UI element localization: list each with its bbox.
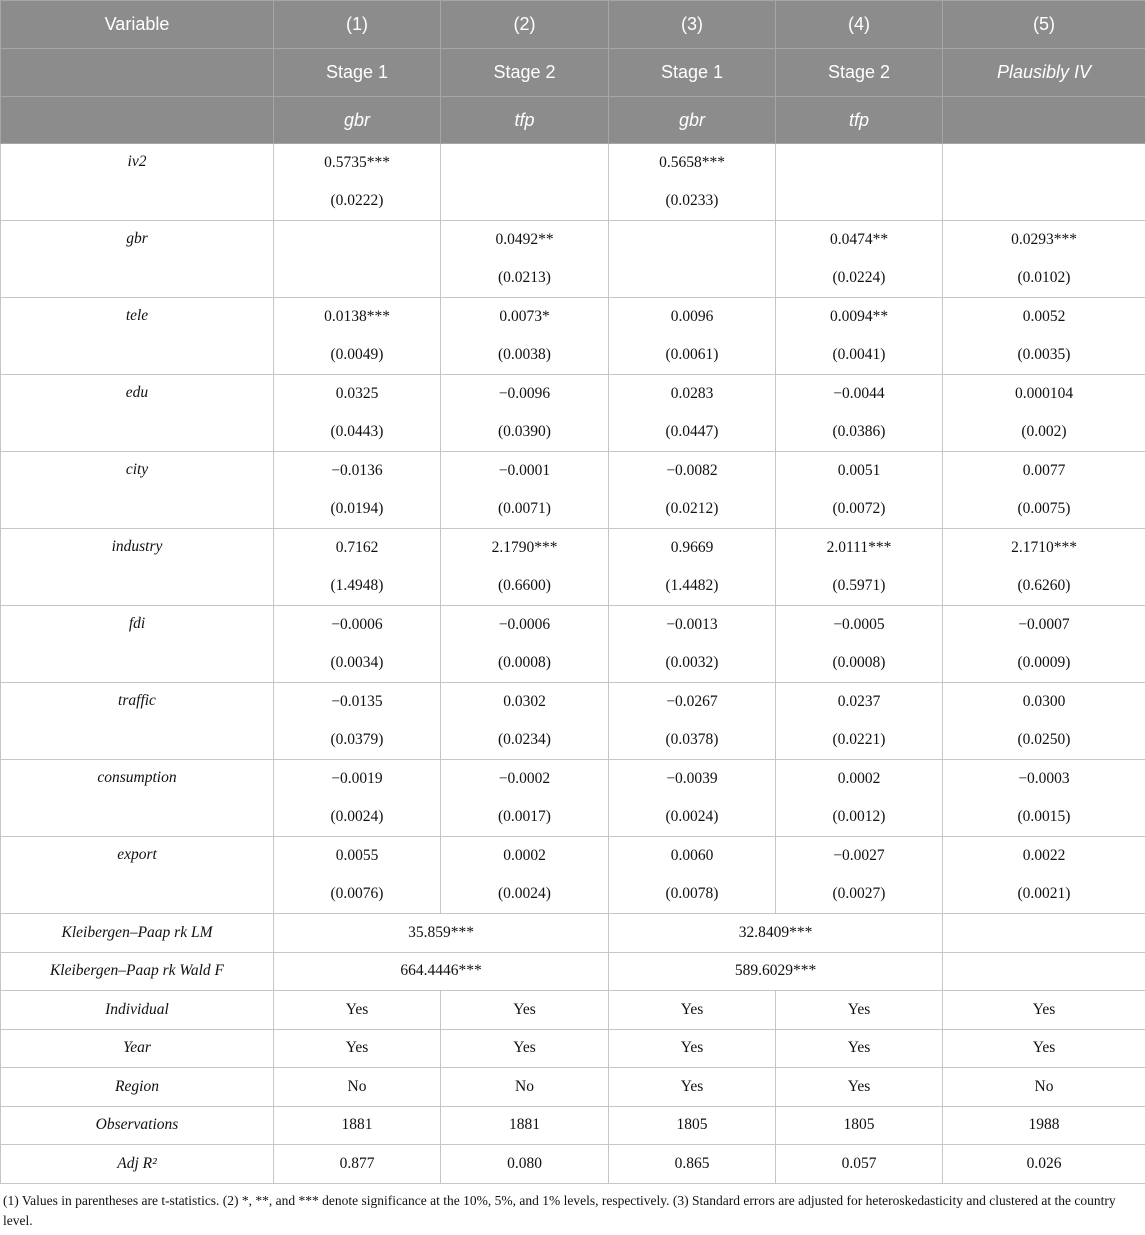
se-cell: (0.0378) <box>609 721 776 760</box>
coef-cell <box>609 221 776 260</box>
se-cell: (0.0021) <box>943 875 1145 914</box>
se-cell: (0.0443) <box>274 413 441 452</box>
row-label: Observations <box>1 1106 274 1145</box>
cell: Yes <box>274 991 441 1030</box>
header-cell-depvar-4: tfp <box>776 97 943 144</box>
se-cell: (0.0234) <box>441 721 609 760</box>
cell: Yes <box>776 991 943 1030</box>
cell: 0.865 <box>609 1145 776 1184</box>
se-cell: (0.0213) <box>441 259 609 298</box>
coef-cell: −0.0267 <box>609 683 776 722</box>
cell: Yes <box>776 1029 943 1068</box>
header-cell-model-4: (4) <box>776 1 943 49</box>
coef-cell: 0.5658*** <box>609 144 776 183</box>
se-cell: (0.0233) <box>609 182 776 221</box>
se-cell: (0.5971) <box>776 567 943 606</box>
se-cell <box>943 182 1145 221</box>
header-row-depvars <box>1 97 1145 144</box>
table-header <box>1 1 1145 144</box>
coef-cell: −0.0013 <box>609 606 776 645</box>
stat-value-right: 32.8409*** <box>609 914 943 953</box>
se-cell: (0.0027) <box>776 875 943 914</box>
coef-cell: 0.0052 <box>943 298 1145 337</box>
coef-cell: −0.0135 <box>274 683 441 722</box>
variable-name: consumption <box>1 760 274 837</box>
cell: 1881 <box>274 1106 441 1145</box>
variable-name: city <box>1 452 274 529</box>
cell: 1881 <box>441 1106 609 1145</box>
coef-cell: 0.0302 <box>441 683 609 722</box>
coef-cell: 0.0325 <box>274 375 441 414</box>
cell: 0.877 <box>274 1145 441 1184</box>
cell: Yes <box>441 991 609 1030</box>
header-cell-depvar-2: tfp <box>441 97 609 144</box>
stat-row-kp-wald-f <box>1 952 1145 991</box>
row-adj-r2 <box>1 1145 1145 1184</box>
coef-cell <box>441 144 609 183</box>
coef-cell: 0.0055 <box>274 837 441 876</box>
variable-name: fdi <box>1 606 274 683</box>
se-cell: (0.6600) <box>441 567 609 606</box>
header-cell-depvar-1: gbr <box>274 97 441 144</box>
stat-value-last <box>943 952 1145 991</box>
cell: Yes <box>609 1068 776 1107</box>
coef-row <box>1 606 1145 645</box>
cell: Yes <box>441 1029 609 1068</box>
coef-cell: 0.0002 <box>776 760 943 799</box>
coef-cell: 0.0237 <box>776 683 943 722</box>
table-body <box>1 144 1145 1184</box>
se-cell: (0.0061) <box>609 336 776 375</box>
se-cell: (0.0071) <box>441 490 609 529</box>
se-cell: (0.0447) <box>609 413 776 452</box>
se-cell: (0.6260) <box>943 567 1145 606</box>
stat-label: Kleibergen–Paap rk Wald F <box>1 952 274 991</box>
cell: Yes <box>609 991 776 1030</box>
cell: 0.080 <box>441 1145 609 1184</box>
coef-cell: −0.0019 <box>274 760 441 799</box>
cell: Yes <box>943 1029 1145 1068</box>
se-cell: (0.0386) <box>776 413 943 452</box>
coef-cell: 0.0138*** <box>274 298 441 337</box>
coef-row <box>1 760 1145 799</box>
variable-name: export <box>1 837 274 914</box>
variable-name: gbr <box>1 221 274 298</box>
variable-name: edu <box>1 375 274 452</box>
cell: Yes <box>943 991 1145 1030</box>
se-cell: (0.0078) <box>609 875 776 914</box>
cell: 1988 <box>943 1106 1145 1145</box>
coef-cell: 0.0073* <box>441 298 609 337</box>
header-cell-variable: Variable <box>1 1 274 49</box>
cell: Yes <box>274 1029 441 1068</box>
coef-cell: 0.0077 <box>943 452 1145 491</box>
coef-cell: 0.5735*** <box>274 144 441 183</box>
coef-cell: −0.0039 <box>609 760 776 799</box>
cell: 0.057 <box>776 1145 943 1184</box>
header-cell-plausibly-iv: Plausibly IV <box>943 49 1145 97</box>
row-label: Year <box>1 1029 274 1068</box>
coef-cell: 2.1790*** <box>441 529 609 568</box>
header-cell-model-5: (5) <box>943 1 1145 49</box>
coef-cell <box>274 221 441 260</box>
coef-cell: −0.0002 <box>441 760 609 799</box>
header-cell-stage-4: Stage 2 <box>776 49 943 97</box>
stat-value-left: 35.859*** <box>274 914 609 953</box>
coef-cell: 0.0094** <box>776 298 943 337</box>
coef-cell: 2.1710*** <box>943 529 1145 568</box>
table-footnote: (1) Values in parentheses are t-statistics. (2) *, **, and *** denote significance at the 10%, 5%, and 1% levels, respectively. (3) Standard errors are adjusted for heteroskedasticity and clustered at the country level. <box>0 1184 1145 1235</box>
coef-row <box>1 298 1145 337</box>
se-cell: (0.0250) <box>943 721 1145 760</box>
se-cell: (0.0024) <box>441 875 609 914</box>
coef-cell: −0.0027 <box>776 837 943 876</box>
coef-cell: 0.9669 <box>609 529 776 568</box>
cell: No <box>943 1068 1145 1107</box>
cell: 1805 <box>776 1106 943 1145</box>
se-cell: (0.0194) <box>274 490 441 529</box>
coef-cell: 0.0051 <box>776 452 943 491</box>
coef-row <box>1 375 1145 414</box>
se-cell: (0.0035) <box>943 336 1145 375</box>
se-cell: (1.4948) <box>274 567 441 606</box>
stat-value-left: 664.4446*** <box>274 952 609 991</box>
coef-row <box>1 529 1145 568</box>
se-cell: (0.0008) <box>441 644 609 683</box>
coef-cell: −0.0003 <box>943 760 1145 799</box>
se-cell <box>776 182 943 221</box>
header-row-model-numbers <box>1 1 1145 49</box>
coef-cell: 0.7162 <box>274 529 441 568</box>
coef-row <box>1 144 1145 183</box>
se-cell: (0.0072) <box>776 490 943 529</box>
cell: Yes <box>609 1029 776 1068</box>
stat-value-right: 589.6029*** <box>609 952 943 991</box>
coef-cell: −0.0136 <box>274 452 441 491</box>
coef-cell: 0.0096 <box>609 298 776 337</box>
se-cell: (0.0024) <box>609 798 776 837</box>
coef-row <box>1 683 1145 722</box>
coef-row <box>1 221 1145 260</box>
cell: No <box>441 1068 609 1107</box>
header-cell-model-1: (1) <box>274 1 441 49</box>
se-cell: (0.0024) <box>274 798 441 837</box>
header-row-stages <box>1 49 1145 97</box>
se-cell <box>274 259 441 298</box>
fe-row-year <box>1 1029 1145 1068</box>
stat-row-kp-lm <box>1 914 1145 953</box>
coef-cell: −0.0082 <box>609 452 776 491</box>
coef-cell: −0.0001 <box>441 452 609 491</box>
coef-cell: −0.0005 <box>776 606 943 645</box>
coef-cell: 0.0002 <box>441 837 609 876</box>
header-cell-stage-2: Stage 2 <box>441 49 609 97</box>
coef-cell: −0.0006 <box>274 606 441 645</box>
coef-cell: 2.0111*** <box>776 529 943 568</box>
cell: 0.026 <box>943 1145 1145 1184</box>
variable-name: traffic <box>1 683 274 760</box>
coef-cell: 0.0022 <box>943 837 1145 876</box>
se-cell: (0.0032) <box>609 644 776 683</box>
header-cell-empty <box>1 97 274 144</box>
se-cell: (0.0038) <box>441 336 609 375</box>
cell: 1805 <box>609 1106 776 1145</box>
coef-cell: −0.0096 <box>441 375 609 414</box>
se-cell: (0.0390) <box>441 413 609 452</box>
coef-cell: 0.0492** <box>441 221 609 260</box>
header-cell-model-2: (2) <box>441 1 609 49</box>
se-cell: (0.0017) <box>441 798 609 837</box>
se-cell: (0.0221) <box>776 721 943 760</box>
fe-row-individual <box>1 991 1145 1030</box>
coef-cell: 0.0060 <box>609 837 776 876</box>
variable-name: iv2 <box>1 144 274 221</box>
se-cell: (0.0012) <box>776 798 943 837</box>
se-cell: (0.0034) <box>274 644 441 683</box>
stat-value-last <box>943 914 1145 953</box>
header-cell-model-3: (3) <box>609 1 776 49</box>
se-cell: (0.0222) <box>274 182 441 221</box>
coef-row <box>1 837 1145 876</box>
header-cell-stage-3: Stage 1 <box>609 49 776 97</box>
se-cell <box>609 259 776 298</box>
header-cell-stage-1: Stage 1 <box>274 49 441 97</box>
coef-cell: 0.0474** <box>776 221 943 260</box>
se-cell: (0.0224) <box>776 259 943 298</box>
se-cell: (0.002) <box>943 413 1145 452</box>
row-label: Individual <box>1 991 274 1030</box>
coef-cell <box>943 144 1145 183</box>
coef-cell: 0.000104 <box>943 375 1145 414</box>
coef-cell: −0.0044 <box>776 375 943 414</box>
cell: Yes <box>776 1068 943 1107</box>
se-cell: (0.0102) <box>943 259 1145 298</box>
coef-row <box>1 452 1145 491</box>
se-cell: (0.0076) <box>274 875 441 914</box>
se-cell: (0.0379) <box>274 721 441 760</box>
coef-cell: 0.0283 <box>609 375 776 414</box>
row-label: Region <box>1 1068 274 1107</box>
se-cell: (0.0075) <box>943 490 1145 529</box>
stat-label: Kleibergen–Paap rk LM <box>1 914 274 953</box>
fe-row-region <box>1 1068 1145 1107</box>
se-cell: (0.0041) <box>776 336 943 375</box>
se-cell <box>441 182 609 221</box>
variable-name: tele <box>1 298 274 375</box>
se-cell: (1.4482) <box>609 567 776 606</box>
coef-cell <box>776 144 943 183</box>
coef-cell: 0.0300 <box>943 683 1145 722</box>
header-cell-empty <box>1 49 274 97</box>
se-cell: (0.0049) <box>274 336 441 375</box>
row-label: Adj R² <box>1 1145 274 1184</box>
coef-cell: 0.0293*** <box>943 221 1145 260</box>
se-cell: (0.0212) <box>609 490 776 529</box>
header-cell-depvar-3: gbr <box>609 97 776 144</box>
header-cell-depvar-5 <box>943 97 1145 144</box>
se-cell: (0.0008) <box>776 644 943 683</box>
coef-cell: −0.0006 <box>441 606 609 645</box>
coef-cell: −0.0007 <box>943 606 1145 645</box>
variable-name: industry <box>1 529 274 606</box>
cell: No <box>274 1068 441 1107</box>
se-cell: (0.0015) <box>943 798 1145 837</box>
se-cell: (0.0009) <box>943 644 1145 683</box>
row-observations <box>1 1106 1145 1145</box>
